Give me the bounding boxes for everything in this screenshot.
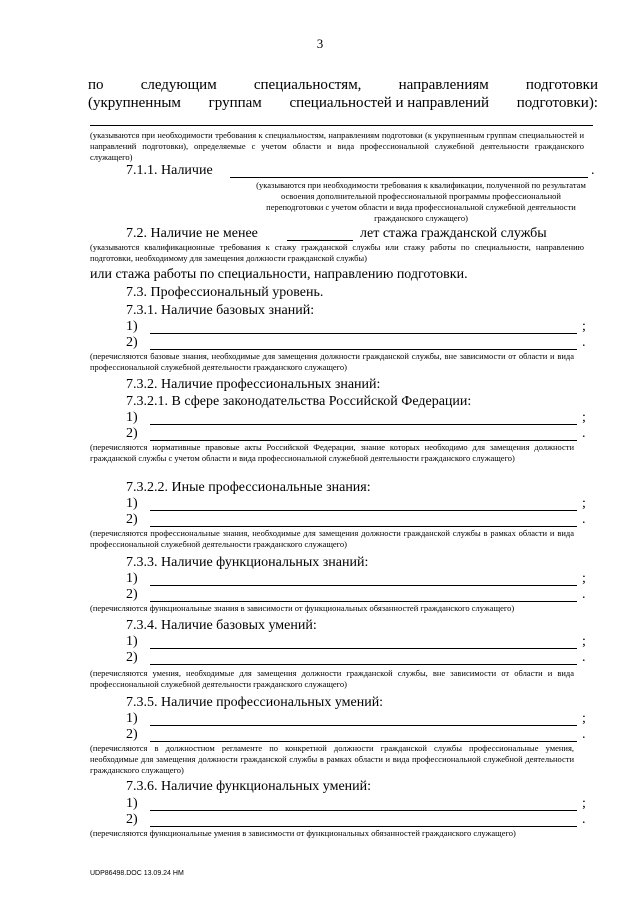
experience-years-fill-line[interactable] [287,240,353,241]
section-7-1-1-note: (указываются при необходимости требования к квалификации, полученной по результатам освоения дополнительной профессиональной программы профессиональной переподготовки с учетом области и вида профессиональной служебной деятельности гражданского служащего) [256,180,586,223]
section-7-2-note: (указываются квалификационные требования к стажу гражданской службы или стажу работы по специальности, направлению подготовки, необходимому для замещения должности гражданской службы) [90,242,584,263]
item-1-label: 1) [126,319,138,334]
header-word: по [88,77,104,93]
law-knowledge-2-fill-line[interactable] [150,440,577,441]
professional-skills-2-fill-line[interactable] [150,741,577,742]
section-7-3-3-heading: 7.3.3. Наличие функциональных знаний: [126,555,369,570]
footer-file-id: UDP86498.DOC 13.09.24 HM [90,870,184,877]
section-7-3-1-heading: 7.3.1. Наличие базовых знаний: [126,303,315,318]
qualification-fill-line[interactable] [230,177,588,178]
semicolon: ; [582,410,586,425]
item-1-label: 1) [126,496,138,511]
base-knowledge-1-fill-line[interactable] [150,333,577,334]
semicolon: ; [582,319,586,334]
period: . [582,650,586,665]
base-skills-1-fill-line[interactable] [150,648,577,649]
section-7-3-4-note: (перечисляются умения, необходимые для замещения должности гражданской службы, вне зависимости от области и вида профессиональной служебной деятельности гражданского служащего) [90,668,574,689]
section-7-3-heading: 7.3. Профессиональный уровень. [126,285,324,300]
section-7-1-1-heading: 7.1.1. Наличие [126,163,213,178]
other-knowledge-1-fill-line[interactable] [150,510,577,511]
section-7-3-6-heading: 7.3.6. Наличие функциональных умений: [126,779,372,794]
base-knowledge-2-fill-line[interactable] [150,349,577,350]
item-1-label: 1) [126,711,138,726]
item-2-label: 2) [126,512,138,527]
law-knowledge-1-fill-line[interactable] [150,424,577,425]
header-word: следующим [140,77,217,93]
period: . [582,812,586,827]
section-7-3-2-2-heading: 7.3.2.2. Иные профессиональные знания: [126,480,371,495]
functional-skills-2-fill-line[interactable] [150,826,577,827]
semicolon: ; [582,496,586,511]
semicolon: ; [582,711,586,726]
specialties-fill-line[interactable] [90,125,593,126]
item-1-label: 1) [126,571,138,586]
item-2-label: 2) [126,335,138,350]
section-7-3-2-heading: 7.3.2. Наличие профессиональных знаний: [126,377,381,392]
period: . [582,512,586,527]
header-line-1 [88,76,598,95]
section-7-3-3-note: (перечисляются функциональные знания в зависимости от функциональных обязанностей гражданского служащего) [90,603,515,613]
functional-knowledge-1-fill-line[interactable] [150,585,577,586]
item-1-label: 1) [126,796,138,811]
item-2-label: 2) [126,812,138,827]
item-2-label: 2) [126,426,138,441]
section-7-3-2-2-note: (перечисляются профессиональные знания, необходимые для замещения должности гражданской службы в рамках области и вида профессиональной служебной деятельности гражданского служащего) [90,528,574,549]
semicolon: ; [582,571,586,586]
header-word: специальностям, [253,77,362,93]
section-7-3-5-heading: 7.3.5. Наличие профессиональных умений: [126,695,384,710]
section-7-3-1-note: (перечисляются базовые знания, необходимые для замещения должности гражданской службы, вне зависимости от области и вида профессиональной служебной деятельности гражданского служащего) [90,351,574,372]
section-7-3-4-heading: 7.3.4. Наличие базовых умений: [126,618,317,633]
item-1-label: 1) [126,634,138,649]
section-7-2-continuation: или стажа работы по специальности, направлению подготовки. [90,267,468,282]
header-word: (укрупненным [88,95,181,111]
header-word: подготовки): [516,95,598,111]
other-knowledge-2-fill-line[interactable] [150,526,577,527]
item-2-label: 2) [126,650,138,665]
header-word: подготовки [525,77,598,93]
item-2-label: 2) [126,587,138,602]
header-word: направлениям [398,77,489,93]
professional-skills-1-fill-line[interactable] [150,725,577,726]
header-word: специальностей и направлений [289,95,490,111]
page-number: 3 [316,36,324,51]
section-7-3-2-1-note: (перечисляются нормативные правовые акты Российской Федерации, знание которых необходимо для замещения должности гражданской службы с учетом области и вида профессиональной служебной деятельности гражданского служащего) [90,442,574,463]
section-7-3-2-1-heading: 7.3.2.1. В сфере законодательства Российской Федерации: [126,394,472,409]
qualification-period: . [591,163,595,178]
specialties-note: (указываются при необходимости требования к специальностям, направлениям подготовки (к укрупненным группам специальностей и направлений подготовки), определяемые с учетом области и вида профессиональной служебной деятельности гражданского служащего) [90,130,584,162]
period: . [582,426,586,441]
item-2-label: 2) [126,727,138,742]
header-line-2 [88,94,598,113]
period: . [582,587,586,602]
section-7-3-5-note: (перечисляются в должностном регламенте по конкретной должности гражданской службы профессиональные умения, необходимые для замещения должности гражданской службы в рамках области и вида профессиональной служебной деятельности гражданского служащего) [90,743,574,775]
section-7-3-6-note: (перечисляются функциональные умения в зависимости от функциональных обязанностей гражданского служащего) [90,828,516,838]
functional-skills-1-fill-line[interactable] [150,810,577,811]
header-word: группам [208,95,262,111]
semicolon: ; [582,796,586,811]
period: . [582,335,586,350]
base-skills-2-fill-line[interactable] [150,664,577,665]
functional-knowledge-2-fill-line[interactable] [150,601,577,602]
semicolon: ; [582,634,586,649]
item-1-label: 1) [126,410,138,425]
section-7-2-heading-a: 7.2. Наличие не менее [126,226,258,241]
section-7-2-heading-b: лет стажа гражданской службы [360,226,547,241]
period: . [582,727,586,742]
